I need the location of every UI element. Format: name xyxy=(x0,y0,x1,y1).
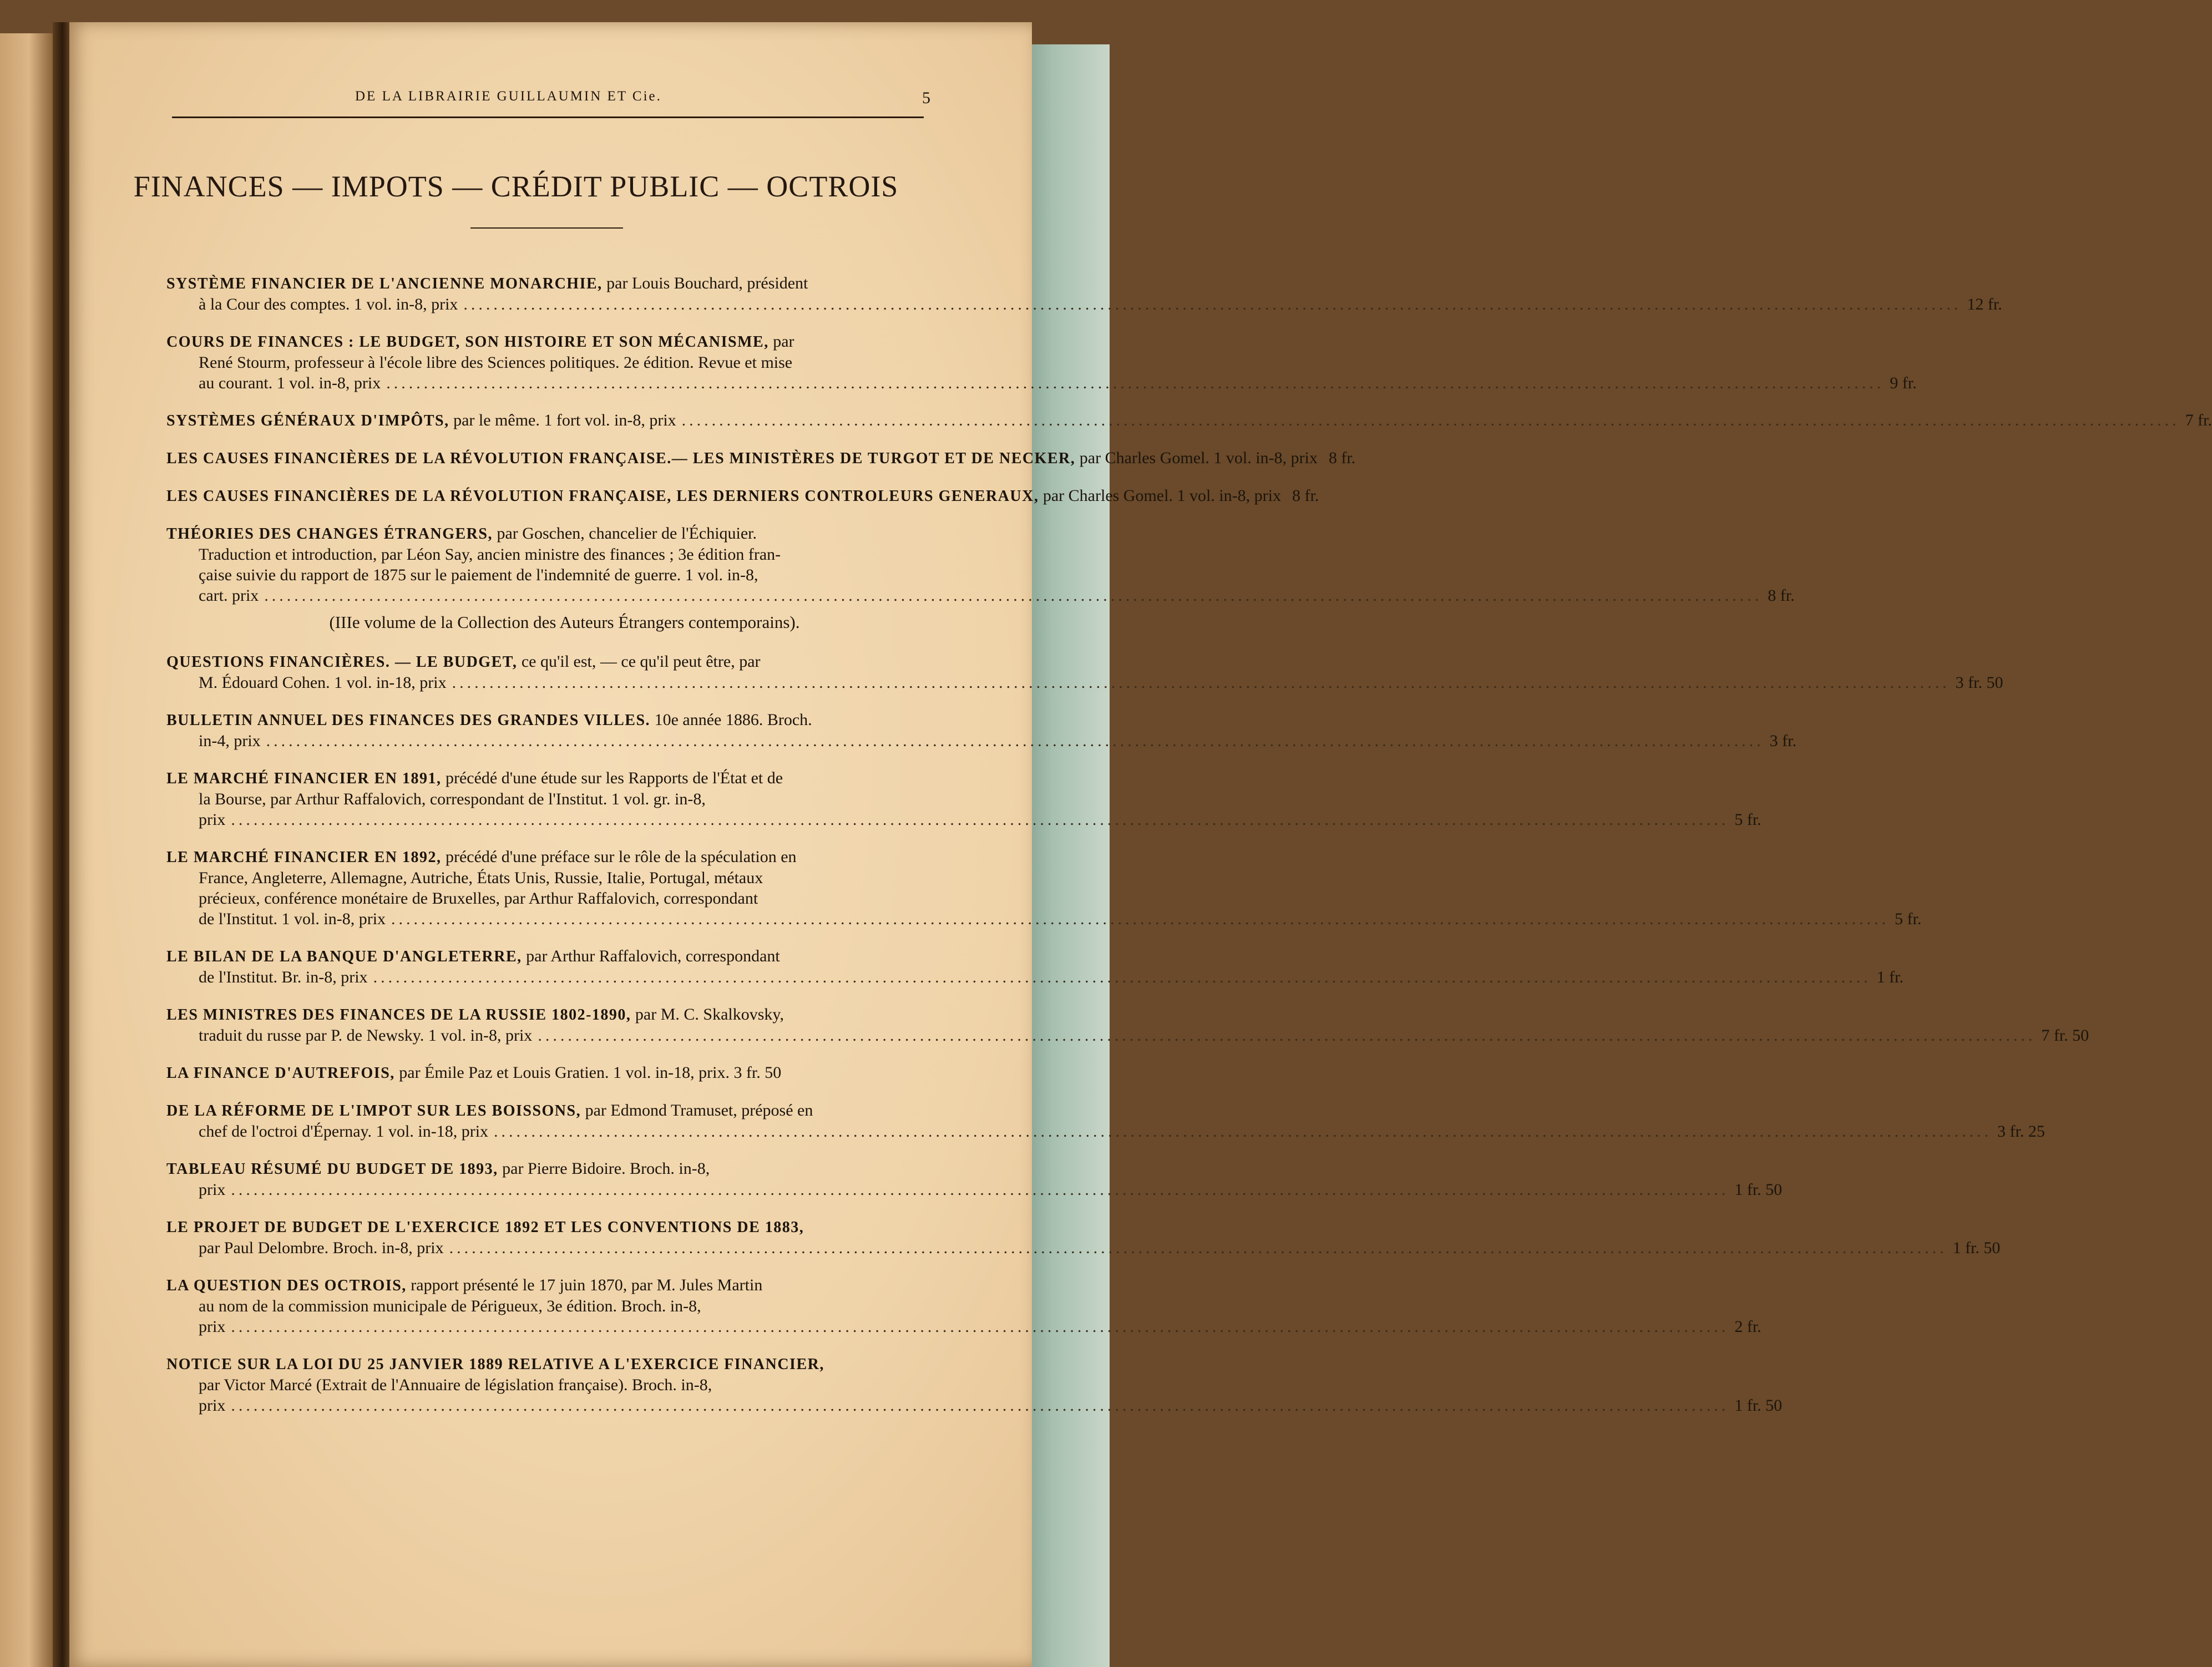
entry-text: par M. C. Skalkovsky, xyxy=(631,1005,784,1023)
dot-leader: ........................................................................................................................................................................................................ xyxy=(386,374,1885,392)
catalogue-entry xyxy=(166,1275,1761,1337)
entry-title: LE MARCHÉ FINANCIER EN 1892, xyxy=(166,849,442,866)
entry-line: traduit du russe par P. de Newsky. 1 vol. in-8, prix ........................................................................................................................................................................................................ 7 fr. 50 xyxy=(199,1026,2089,1045)
catalogue-entry xyxy=(166,523,1795,606)
catalogue-entry xyxy=(166,768,1761,830)
dot-leader: ........................................................................................................................................................................................................ xyxy=(463,295,1962,313)
entry-line: de l'Institut. Br. in-8, prix ........................................................................................................................................................................................................ 1 fr. xyxy=(199,968,1904,986)
entry-line: précieux, conférence monétaire de Bruxelles, par Arthur Raffalovich, correspondant xyxy=(199,889,758,908)
catalogue-entry xyxy=(166,448,1356,469)
entry-text: par xyxy=(768,332,794,351)
dot-leader: ........................................................................................................................................................................................................ xyxy=(231,1180,1729,1199)
dot-leader: ........................................................................................................................................................................................................ xyxy=(231,810,1729,829)
entry-note: (IIIe volume de la Collection des Auteurs Étrangers contemporains). xyxy=(329,612,800,632)
entry-text: 10e année 1886. Broch. xyxy=(650,711,812,729)
entry-price: 9 fr. xyxy=(1890,374,1917,392)
entry-title: LES MINISTRES DES FINANCES DE LA RUSSIE 1802-1890, xyxy=(166,1006,631,1023)
catalogue-entry xyxy=(166,1004,2089,1046)
entry-title: LA FINANCE D'AUTREFOIS, xyxy=(166,1065,395,1082)
entry-title: THÉORIES DES CHANGES ÉTRANGERS, xyxy=(166,525,493,543)
entry-line: M. Édouard Cohen. 1 vol. in-18, prix ........................................................................................................................................................................................................ 3 fr. 50 xyxy=(199,673,2003,692)
entry-line: par Victor Marcé (Extrait de l'Annuaire de législation française). Broch. in-8, xyxy=(199,1376,712,1394)
entry-price: 1 fr. xyxy=(1876,968,1904,986)
catalogue-entry xyxy=(166,946,1904,987)
running-head xyxy=(355,89,932,111)
entry-price: 12 fr. xyxy=(1967,295,2002,313)
entry-title: BULLETIN ANNUEL DES FINANCES DES GRANDES VILLES. xyxy=(166,712,651,729)
entry-line: à la Cour des comptes. 1 vol. in-8, prix ........................................................................................................................................................................................................ 12 fr. xyxy=(199,295,2002,313)
entry-title: NOTICE SUR LA LOI DU 25 JANVIER 1889 RELATIVE A L'EXERCICE FINANCIER, xyxy=(166,1356,824,1373)
entry-text: par Charles Gomel. 1 vol. in-8, prix xyxy=(1075,449,1318,467)
entry-price: 2 fr. xyxy=(1734,1318,1761,1336)
entry-text: par Arthur Raffalovich, correspondant xyxy=(522,947,780,965)
entry-text: précédé d'une préface sur le rôle de la spéculation en xyxy=(441,848,797,866)
entry-text: rapport présenté le 17 juin 1870, par M. Jules Martin xyxy=(406,1276,763,1294)
entry-line: au nom de la commission municipale de Périgueux, 3e édition. Broch. in-8, xyxy=(199,1297,701,1315)
entry-text: par Goschen, chancelier de l'Échiquier. xyxy=(492,524,757,543)
entry-text: par Émile Paz et Louis Gratien. 1 vol. in-18, prix. 3 fr. 50 xyxy=(394,1063,782,1082)
entry-text: par Pierre Bidoire. Broch. in-8, xyxy=(498,1159,710,1178)
facing-page-edge xyxy=(0,33,53,1667)
catalogue-entry xyxy=(166,651,2003,693)
entry-line: prix ........................................................................................................................................................................................................ 5 fr. xyxy=(199,810,1761,829)
entry-price: 1 fr. 50 xyxy=(1734,1180,1783,1199)
catalogue-entry xyxy=(166,1062,940,1083)
entry-title: LE PROJET DE BUDGET DE L'EXERCICE 1892 ET LES CONVENTIONS DE 1883, xyxy=(166,1219,804,1236)
dot-leader: ........................................................................................................................................................................................................ xyxy=(538,1026,2036,1045)
entry-line: au courant. 1 vol. in-8, prix ........................................................................................................................................................................................................ 9 fr. xyxy=(199,374,1917,392)
entry-title: LES CAUSES FINANCIÈRES DE LA RÉVOLUTION FRANÇAISE.— LES MINISTÈRES DE TURGOT ET DE NECKER, xyxy=(166,450,1076,467)
entry-line: René Stourm, professeur à l'école libre des Sciences politiques. 2e édition. Revue et mise xyxy=(199,353,793,372)
entry-title: SYSTÈME FINANCIER DE L'ANCIENNE MONARCHIE, xyxy=(166,275,603,292)
entry-price: 5 fr. xyxy=(1895,910,1922,928)
entry-line: chef de l'octroi d'Épernay. 1 vol. in-18, prix ........................................................................................................................................................................................................ 3 fr. 25 xyxy=(199,1122,2045,1141)
entry-price: 8 fr. xyxy=(1768,586,1795,605)
entry-line: in-4, prix ........................................................................................................................................................................................................ 3 fr. xyxy=(199,732,1796,750)
entry-title: QUESTIONS FINANCIÈRES. — LE BUDGET, xyxy=(166,653,518,671)
entry-price: 7 fr. 50 xyxy=(2041,1026,2089,1045)
title-rule xyxy=(470,227,623,229)
entry-price: 1 fr. 50 xyxy=(1952,1239,2001,1257)
entry-price: 8 fr. xyxy=(1328,449,1356,467)
catalogue-entry xyxy=(166,331,1917,393)
dot-leader: ........................................................................................................................................................................................................ xyxy=(391,910,1890,928)
entry-title: SYSTÈMES GÉNÉRAUX D'IMPÔTS, xyxy=(166,412,449,429)
entry-line: France, Angleterre, Allemagne, Autriche, États Unis, Russie, Italie, Portugal, métaux xyxy=(199,869,763,887)
entry-price: 1 fr. 50 xyxy=(1734,1396,1783,1415)
entry-title: COURS DE FINANCES : LE BUDGET, SON HISTOIRE ET SON MÉCANISME, xyxy=(166,333,769,351)
entry-text: par Charles Gomel. 1 vol. in-8, prix xyxy=(1039,487,1281,505)
entry-title: DE LA RÉFORME DE L'IMPOT SUR LES BOISSONS, xyxy=(166,1102,581,1119)
entry-price: 3 fr. xyxy=(1769,732,1796,750)
dot-leader: ........................................................................................................................................................................................................ xyxy=(452,673,1950,692)
entry-price: 3 fr. 25 xyxy=(1997,1122,2045,1141)
entry-line: cart. prix ........................................................................................................................................................................................................ 8 fr. xyxy=(199,586,1795,605)
catalogue-entry xyxy=(166,1354,1783,1416)
catalogue-entry xyxy=(166,847,1922,929)
entry-title: LES CAUSES FINANCIÈRES DE LA RÉVOLUTION FRANÇAISE, LES DERNIERS CONTROLEURS GENERAUX, xyxy=(166,488,1039,505)
entry-price: 8 fr. xyxy=(1292,487,1319,505)
catalogue-entry xyxy=(166,410,2212,431)
entry-price: 7 fr. xyxy=(2185,411,2212,429)
entry-text: précédé d'une étude sur les Rapports de l'État et de xyxy=(441,769,783,787)
catalogue-entry xyxy=(166,1158,1783,1200)
dot-leader: ........................................................................................................................................................................................................ xyxy=(449,1239,1947,1257)
entry-line: de l'Institut. 1 vol. in-8, prix ........................................................................................................................................................................................................ 5 fr. xyxy=(199,910,1922,928)
header-rule xyxy=(172,116,924,118)
entry-text: ce qu'il est, — ce qu'il peut être, par xyxy=(517,652,761,671)
entry-line: prix ........................................................................................................................................................................................................ 1 fr. 50 xyxy=(199,1396,1783,1415)
entry-line: la Bourse, par Arthur Raffalovich, correspondant de l'Institut. 1 vol. gr. in-8, xyxy=(199,790,706,808)
entry-title: TABLEAU RÉSUMÉ DU BUDGET DE 1893, xyxy=(166,1161,498,1178)
running-head-title: DE LA LIBRAIRIE GUILLAUMIN ET Cie. xyxy=(355,89,662,104)
catalogue-entry xyxy=(166,1217,2001,1258)
entry-text: par Louis Bouchard, président xyxy=(602,274,808,292)
entry-text: par Edmond Tramuset, préposé en xyxy=(581,1101,813,1119)
dot-leader: ........................................................................................................................................................................................................ xyxy=(681,411,2180,429)
dot-leader: ........................................................................................................................................................................................................ xyxy=(494,1122,1992,1141)
catalogue-entries xyxy=(166,273,2212,1432)
entry-price: 5 fr. xyxy=(1734,810,1761,829)
dot-leader: ........................................................................................................................................................................................................ xyxy=(373,968,1871,986)
entry-line: prix ........................................................................................................................................................................................................ 2 fr. xyxy=(199,1318,1761,1336)
catalogue-entry xyxy=(166,485,1319,506)
catalogue-entry xyxy=(166,710,1796,751)
catalogue-entry xyxy=(166,1100,2045,1142)
dot-leader: ........................................................................................................................................................................................................ xyxy=(231,1396,1729,1415)
dot-leader: ........................................................................................................................................................................................................ xyxy=(266,732,1764,750)
page-number: 5 xyxy=(922,89,932,107)
entry-title: LA QUESTION DES OCTROIS, xyxy=(166,1277,407,1294)
dot-leader: ........................................................................................................................................................................................................ xyxy=(264,586,1763,605)
catalogue-entry xyxy=(166,273,2002,315)
entry-line: prix ........................................................................................................................................................................................................ 1 fr. 50 xyxy=(199,1180,1783,1199)
entry-line: çaise suivie du rapport de 1875 sur le paiement de l'indemnité de guerre. 1 vol. in-8, xyxy=(199,566,758,584)
section-title: FINANCES — IMPOTS — CRÉDIT PUBLIC — OCTROIS xyxy=(133,170,899,203)
entry-line: Traduction et introduction, par Léon Say, ancien ministre des finances ; 3e édition fran- xyxy=(199,545,781,564)
entry-title: LE BILAN DE LA BANQUE D'ANGLETERRE, xyxy=(166,948,522,965)
dot-leader: ........................................................................................................................................................................................................ xyxy=(231,1318,1729,1336)
entry-text: par le même. 1 fort vol. in-8, prix xyxy=(449,411,676,429)
entry-line: par Paul Delombre. Broch. in-8, prix ........................................................................................................................................................................................................ 1 fr. 50 xyxy=(199,1239,2001,1257)
entry-price: 3 fr. 50 xyxy=(1955,673,2003,692)
entry-title: LE MARCHÉ FINANCIER EN 1891, xyxy=(166,770,442,787)
